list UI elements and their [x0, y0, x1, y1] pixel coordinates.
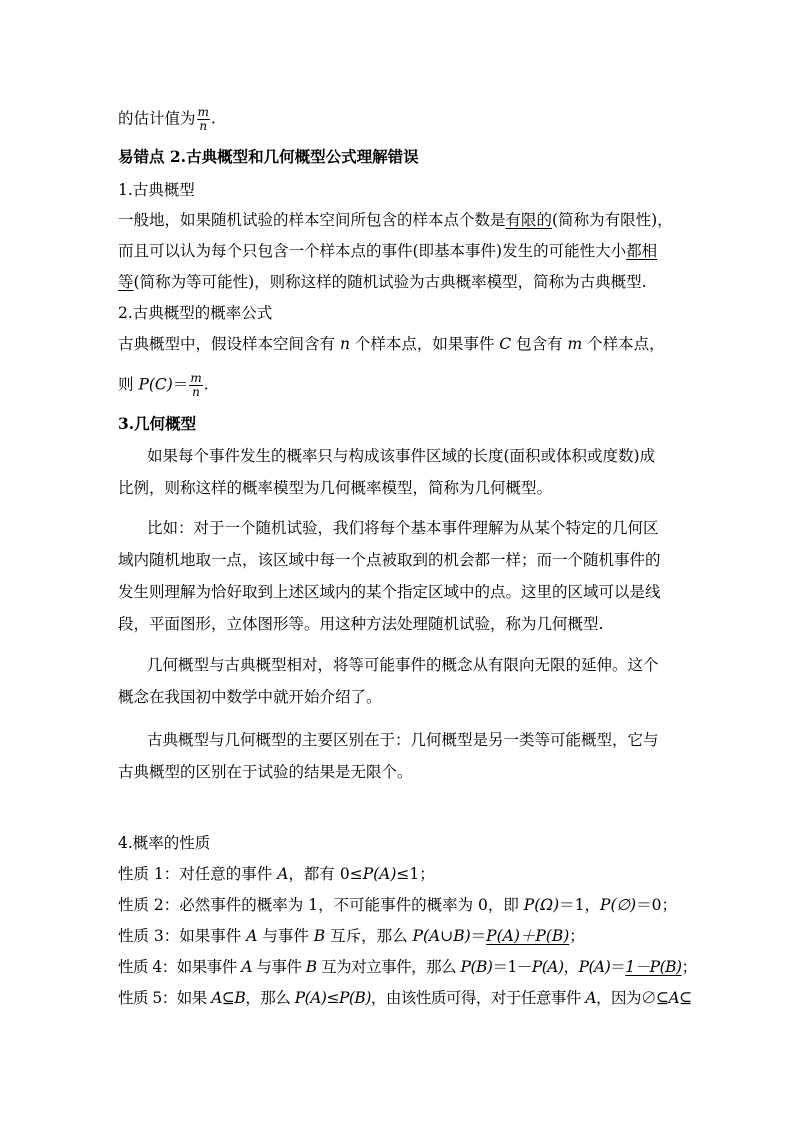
- text: ＝1，: [559, 896, 601, 914]
- property-2: [118, 895, 677, 915]
- math-var: A: [277, 865, 289, 883]
- math-expression: P(B): [338, 989, 371, 1007]
- underlined-text: 都相: [626, 242, 658, 260]
- fraction-m-over-n: [197, 106, 210, 133]
- paragraph-line: [118, 210, 673, 230]
- text: 的估计值为: [118, 109, 196, 128]
- text: ，都有 0≤: [288, 865, 363, 883]
- math-var: B: [313, 927, 326, 945]
- text: (简称为有限性)，: [552, 211, 673, 229]
- text: 性质 3：如果事件: [118, 927, 247, 945]
- text: ；: [681, 958, 697, 976]
- math-var: n: [339, 335, 350, 353]
- section-probability-formula: 2.古典概型的概率公式: [118, 304, 273, 322]
- text: 而且可以认为每个只包含一个样本点的事件(即基本事件)发生的可能性大小: [118, 242, 627, 260]
- paragraph-line: 如果每个事件发生的概率只与构成该事件区域的长度(面积或体积或度数)成: [147, 447, 656, 465]
- math-expression: P(B): [460, 958, 493, 976]
- fraction-numerator: m: [197, 105, 209, 119]
- text: 性质 5：如果: [118, 989, 212, 1007]
- text: 互斥，那么: [325, 927, 413, 945]
- math-expression: P(Ω): [523, 896, 560, 914]
- paragraph-line: 比如：对于一个随机试验，我们将每个基本事件理解为从某个特定的几何区: [147, 519, 659, 537]
- text: ＝0；: [636, 896, 677, 914]
- math-expression: P(C): [138, 375, 173, 394]
- underlined-math: P(A)＋P(B): [486, 927, 570, 945]
- text: 性质 2：必然事件的概率为 1，不可能事件的概率为 0，即: [118, 896, 524, 914]
- math-var: B: [305, 958, 317, 976]
- fraction-denominator: n: [199, 119, 208, 133]
- math-expression: P(A): [362, 865, 397, 883]
- paragraph-line: [118, 272, 647, 292]
- text: ＝: [470, 927, 487, 945]
- text: 性质 4：如果事件: [118, 958, 242, 976]
- math-var: A: [668, 989, 680, 1007]
- math-var: C: [499, 335, 512, 353]
- math-expression: P(A): [531, 958, 564, 976]
- text: ＝1－: [492, 958, 532, 976]
- text: .: [210, 109, 216, 128]
- underlined-text: 有限的: [505, 211, 553, 229]
- math-expression: P(A): [578, 958, 611, 976]
- math-expression: A⊆B: [211, 989, 246, 1007]
- line-estimate: [118, 106, 216, 133]
- text: ，由该性质可得，对于任意事件: [370, 989, 586, 1007]
- formula-line: [118, 372, 209, 399]
- paragraph-line: 域内随机地取一点，该区域中每一个点被取到的机会都一样；而一个随机事件的: [118, 551, 661, 569]
- paragraph-line: 古典概型的区别在于试验的结果是无限个。: [118, 763, 413, 781]
- text: 与事件: [251, 958, 306, 976]
- underlined-math: 1－P(B): [625, 958, 682, 976]
- fraction-m-over-n: [189, 372, 202, 399]
- text: ＝: [610, 958, 626, 976]
- text: ；: [569, 927, 585, 945]
- paragraph-line: 比例，则称这样的概率模型为几何概率模型，简称为几何概型。: [118, 479, 553, 497]
- text: 互为对立事件，那么: [316, 958, 461, 976]
- math-var: A: [241, 958, 252, 976]
- heading-geometric-model: 3.几何概型: [118, 414, 197, 433]
- text: 古典概型中，假设样本空间含有: [118, 335, 340, 353]
- math-var: m: [567, 335, 583, 353]
- paragraph-line: 古典概型与几何概型的主要区别在于：几何概型是另一类等可能概型，它与: [147, 731, 659, 749]
- text: 包含有: [511, 335, 568, 353]
- paragraph-line: [118, 241, 657, 261]
- text: ≤: [326, 989, 339, 1007]
- heading-error-point-2: 易错点 2.古典概型和几何概型公式理解错误: [118, 147, 419, 166]
- text: ＝: [172, 375, 189, 394]
- text: ≤1；: [396, 865, 435, 883]
- paragraph-line: 段，平面图形，立体图形等。用这种方法处理随机试验，称为几何概型.: [118, 615, 604, 633]
- section-classical-model: 1.古典概型: [118, 181, 195, 199]
- fraction-numerator: m: [190, 371, 202, 385]
- math-expression: P(∅): [600, 896, 637, 914]
- fraction-denominator: n: [192, 385, 200, 399]
- text: 与事件: [257, 927, 314, 945]
- property-4: [118, 957, 697, 977]
- text: 性质 1：对任意的事件: [118, 865, 278, 883]
- text: ，: [563, 958, 579, 976]
- paragraph-line: 概念在我国初中数学中就开始介绍了。: [118, 688, 382, 706]
- text: (简称为等可能性)，则称这样的随机试验为古典概率模型，简称为古典概型.: [133, 273, 647, 291]
- property-1: [118, 864, 435, 884]
- math-var: A: [246, 927, 258, 945]
- property-5: [118, 988, 692, 1008]
- section-probability-properties: 4.概率的性质: [118, 834, 211, 852]
- paragraph-line: 几何概型与古典概型相对，将等可能事件的概念从有限向无限的延伸。这个: [147, 656, 659, 674]
- paragraph-line: [118, 334, 665, 354]
- text: .: [203, 375, 209, 394]
- text: ，那么: [245, 989, 295, 1007]
- paragraph-line: 发生则理解为恰好取到上述区域内的某个指定区域中的点。这里的区域可以是线: [118, 583, 661, 601]
- text: 个样本点，如果事件: [349, 335, 500, 353]
- text: ，因为∅⊆: [596, 989, 669, 1007]
- text: ⊆: [679, 989, 692, 1007]
- text: 一般地，如果随机试验的样本空间所包含的样本点个数是: [118, 211, 506, 229]
- text: 则: [118, 375, 139, 394]
- math-expression: P(A): [294, 989, 327, 1007]
- underlined-text: 等: [118, 273, 134, 291]
- math-var: A: [585, 989, 597, 1007]
- math-expression: P(A∪B): [412, 927, 471, 945]
- property-3: [118, 926, 585, 946]
- text: 个样本点，: [582, 335, 665, 353]
